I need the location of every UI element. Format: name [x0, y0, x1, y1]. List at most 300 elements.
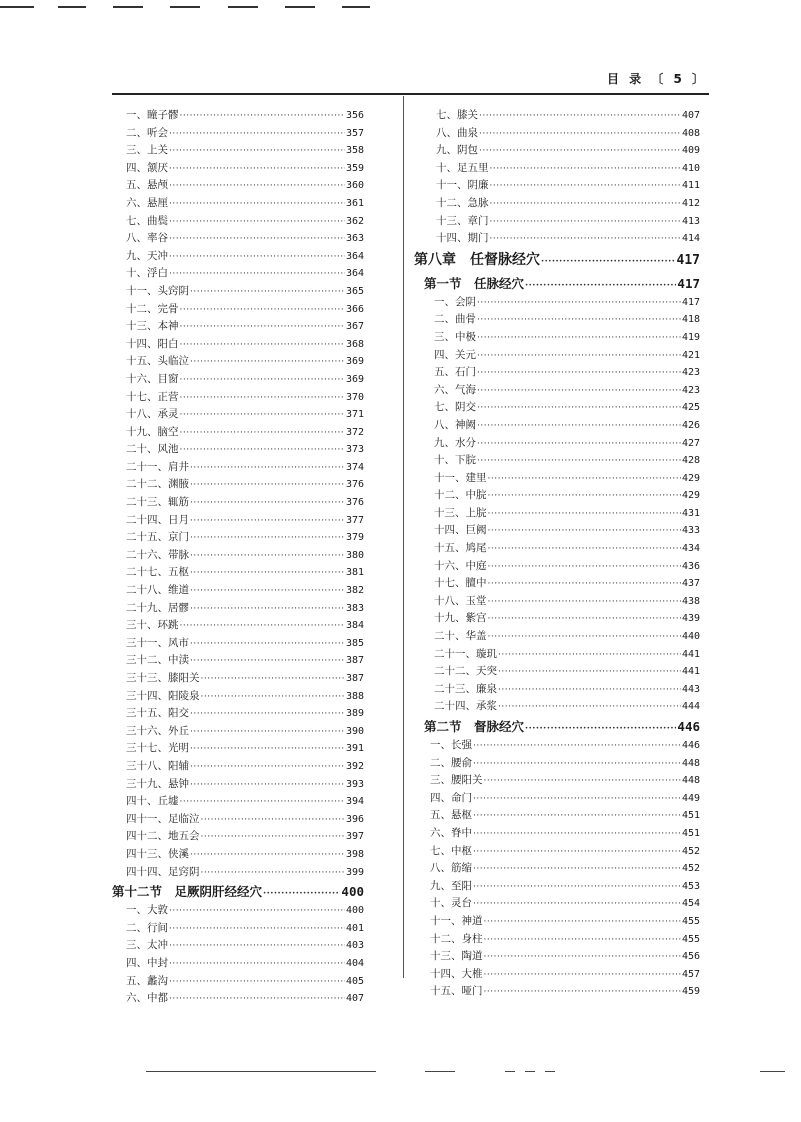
- toc-entry[interactable]: [124, 864, 364, 882]
- toc-entry[interactable]: [414, 593, 700, 611]
- entry-page: 425: [681, 402, 700, 414]
- entry-page: 370: [345, 391, 364, 403]
- toc-entry[interactable]: [414, 755, 700, 773]
- entry-page: 371: [345, 409, 364, 421]
- leader-dots: [169, 266, 345, 283]
- entry-page: 433: [681, 525, 700, 537]
- leader-dots: [190, 706, 345, 723]
- leader-dots: [169, 974, 345, 991]
- entry-title: 二十、华盖: [434, 630, 487, 643]
- entry-page: 373: [345, 444, 364, 456]
- toc-entry[interactable]: [124, 248, 364, 266]
- toc-entry[interactable]: [124, 937, 364, 955]
- entry-title: 十四、期门: [436, 232, 489, 245]
- toc-entry[interactable]: [414, 646, 700, 664]
- entry-page: 364: [345, 268, 364, 280]
- toc-entry[interactable]: [124, 177, 364, 195]
- entry-title: 二十五、京门: [126, 531, 189, 544]
- toc-entry[interactable]: [124, 582, 364, 600]
- entry-title: 四、命门: [430, 791, 472, 804]
- leader-dots: [490, 214, 681, 231]
- entry-title: 十七、膻中: [434, 577, 487, 590]
- toc-entry[interactable]: [414, 347, 700, 365]
- bottom-scan-marks: [0, 1068, 801, 1078]
- entry-page: 448: [681, 775, 700, 787]
- leader-dots: [201, 865, 345, 882]
- toc-entry[interactable]: [124, 195, 364, 213]
- entry-title: 三十二、中渎: [126, 654, 189, 667]
- entry-page: 434: [681, 543, 700, 555]
- entry-title: 三十八、阳辅: [126, 759, 189, 772]
- toc-entry[interactable]: [124, 142, 364, 160]
- leader-dots: [477, 453, 681, 470]
- entry-page: 358: [345, 145, 364, 157]
- entry-title: 八、曲泉: [436, 126, 478, 139]
- entry-page: 436: [681, 560, 700, 572]
- entry-page: 457: [681, 968, 700, 980]
- leader-dots: [477, 400, 681, 417]
- entry-page: 367: [345, 321, 364, 333]
- toc-entry[interactable]: [124, 776, 364, 794]
- entry-page: 394: [345, 796, 364, 808]
- toc-entry[interactable]: [124, 920, 364, 938]
- toc-entry[interactable]: [124, 283, 364, 301]
- entry-page: 455: [681, 933, 700, 945]
- leader-dots: [498, 699, 681, 716]
- toc-entry[interactable]: [414, 698, 700, 716]
- entry-page: 440: [681, 631, 700, 643]
- leader-dots: [484, 914, 681, 931]
- entry-page: 444: [681, 701, 700, 713]
- entry-page: 407: [345, 993, 364, 1005]
- leader-dots: [169, 214, 345, 231]
- leader-dots: [169, 938, 345, 955]
- entry-page: 421: [681, 349, 700, 361]
- entry-title: 一、大敦: [126, 904, 168, 917]
- entry-title: 二十四、承浆: [434, 700, 497, 713]
- entry-title: 三十九、悬钟: [126, 777, 189, 790]
- entry-page: 443: [681, 683, 700, 695]
- leader-dots: [190, 636, 345, 653]
- leader-dots: [169, 231, 345, 248]
- entry-page: 369: [345, 373, 364, 385]
- leader-dots: [190, 548, 345, 565]
- toc-entry[interactable]: [414, 142, 700, 160]
- toc-entry[interactable]: [124, 318, 364, 336]
- toc-entry[interactable]: [414, 177, 700, 195]
- entry-title: 十五、哑门: [430, 985, 483, 998]
- toc-entry[interactable]: [414, 213, 700, 231]
- toc-entry[interactable]: [414, 913, 700, 931]
- toc-entry[interactable]: [414, 843, 700, 861]
- leader-dots: [477, 312, 681, 329]
- entry-title: 十九、紫宫: [434, 612, 487, 625]
- toc-entry[interactable]: [124, 600, 364, 618]
- leader-dots: [490, 231, 681, 248]
- entry-page: 384: [345, 620, 364, 632]
- leader-dots: [477, 383, 681, 400]
- toc-section-heading[interactable]: [414, 273, 700, 294]
- leader-dots: [169, 126, 345, 143]
- toc-entry[interactable]: [124, 160, 364, 178]
- entry-page: 389: [345, 708, 364, 720]
- entry-title: 五、悬枢: [430, 809, 472, 822]
- toc-entry[interactable]: [414, 807, 700, 825]
- toc-entry[interactable]: [414, 575, 700, 593]
- entry-title: 八、筋缩: [430, 862, 472, 875]
- leader-dots: [490, 178, 681, 195]
- entry-title: 三、中极: [434, 330, 476, 343]
- leader-dots: [541, 250, 676, 273]
- entry-page: 408: [681, 127, 700, 139]
- entry-title: 七、膝关: [436, 109, 478, 121]
- entry-page: 452: [681, 845, 700, 857]
- toc-entry[interactable]: [124, 107, 364, 125]
- leader-dots: [484, 984, 681, 1001]
- toc-entry[interactable]: [414, 737, 700, 755]
- toc-entry[interactable]: [124, 705, 364, 723]
- entry-title: 十三、陶道: [430, 950, 483, 963]
- toc-entry[interactable]: [414, 966, 700, 984]
- entry-page: 364: [345, 250, 364, 262]
- toc-entry[interactable]: [124, 441, 364, 459]
- entry-page: 429: [681, 490, 700, 502]
- entry-title: 第二节 督脉经穴: [424, 719, 525, 734]
- toc-entry[interactable]: [414, 895, 700, 913]
- leader-dots: [180, 794, 345, 811]
- leader-dots: [190, 741, 345, 758]
- leader-dots: [473, 844, 681, 861]
- entry-page: 396: [345, 813, 364, 825]
- leader-dots: [180, 319, 345, 336]
- toc-entry[interactable]: [414, 125, 700, 143]
- leader-dots: [169, 178, 345, 195]
- entry-title: 二十三、辄筋: [126, 496, 189, 509]
- toc-entry[interactable]: [414, 610, 700, 628]
- leader-dots: [180, 618, 345, 635]
- entry-title: 二、腰俞: [430, 756, 472, 769]
- entry-page: 397: [345, 831, 364, 843]
- toc-entry[interactable]: [124, 564, 364, 582]
- entry-page: 456: [681, 951, 700, 963]
- entry-page: 363: [345, 233, 364, 245]
- leader-dots: [190, 354, 345, 371]
- toc-entry[interactable]: [124, 846, 364, 864]
- toc-entry[interactable]: [124, 406, 364, 424]
- leader-dots: [473, 791, 681, 808]
- entry-page: 385: [345, 637, 364, 649]
- leader-dots: [484, 932, 681, 949]
- leader-dots: [190, 460, 345, 477]
- toc-entry[interactable]: [124, 955, 364, 973]
- entry-title: 一、会阴: [434, 295, 476, 308]
- leader-dots: [169, 991, 345, 1008]
- entry-title: 九、阴包: [436, 144, 478, 157]
- toc-entry[interactable]: [124, 740, 364, 758]
- leader-dots: [190, 724, 345, 741]
- leader-dots: [190, 284, 345, 301]
- entry-page: 419: [681, 331, 700, 343]
- entry-title: 第十二节 足厥阴肝经经穴: [112, 884, 263, 900]
- entry-title: 二十二、天突: [434, 665, 497, 678]
- toc-entry[interactable]: [414, 983, 700, 1001]
- entry-title: 十二、中脘: [434, 489, 487, 502]
- leader-dots: [473, 808, 681, 825]
- leader-dots: [525, 276, 676, 294]
- leader-dots: [477, 330, 681, 347]
- toc-entry[interactable]: [414, 435, 700, 453]
- leader-dots: [473, 738, 681, 755]
- entry-title: 四十三、侠溪: [126, 847, 189, 860]
- entry-title: 十一、神道: [430, 914, 483, 927]
- entry-page: 356: [345, 110, 364, 121]
- entry-title: 三、腰阳关: [430, 774, 483, 787]
- toc-entry[interactable]: [124, 723, 364, 741]
- leader-dots: [488, 506, 681, 523]
- entry-title: 六、悬厘: [126, 196, 168, 209]
- entry-title: 十五、鸠尾: [434, 542, 487, 555]
- toc-entry[interactable]: [124, 494, 364, 512]
- toc-entry[interactable]: [414, 558, 700, 576]
- entry-page: 414: [681, 233, 700, 245]
- entry-title: 十六、中庭: [434, 559, 487, 572]
- entry-title: 九、水分: [434, 436, 476, 449]
- leader-dots: [473, 756, 681, 773]
- leader-dots: [498, 664, 681, 681]
- entry-title: 一、瞳子髎: [126, 109, 179, 121]
- entry-title: 二、行间: [126, 921, 168, 934]
- toc-entry[interactable]: [414, 417, 700, 435]
- leader-dots: [498, 682, 681, 699]
- toc-entry[interactable]: [124, 635, 364, 653]
- toc-entry[interactable]: [124, 793, 364, 811]
- toc-entry[interactable]: [414, 931, 700, 949]
- leader-dots: [488, 541, 681, 558]
- entry-page: 379: [345, 532, 364, 544]
- entry-page: 359: [345, 162, 364, 174]
- entry-title: 三、太冲: [126, 939, 168, 952]
- entry-page: 392: [345, 760, 364, 772]
- entry-title: 十、足五里: [436, 161, 489, 174]
- toc-entry[interactable]: [414, 329, 700, 347]
- entry-title: 八、率谷: [126, 232, 168, 245]
- toc-entry[interactable]: [414, 505, 700, 523]
- entry-title: 三十四、阳陵泉: [126, 689, 200, 702]
- entry-page: 418: [681, 314, 700, 326]
- toc-section-heading[interactable]: [112, 881, 364, 902]
- toc-entry[interactable]: [414, 160, 700, 178]
- entry-page: 403: [345, 940, 364, 952]
- toc-entry[interactable]: [124, 688, 364, 706]
- entry-title: 三十一、风市: [126, 636, 189, 649]
- toc-entry[interactable]: [414, 452, 700, 470]
- entry-page: 368: [345, 338, 364, 350]
- entry-title: 四、颔厌: [126, 161, 168, 174]
- entry-title: 二十八、维道: [126, 584, 189, 597]
- toc-entry[interactable]: [414, 790, 700, 808]
- toc-entry[interactable]: [124, 990, 364, 1008]
- toc-entry[interactable]: [414, 470, 700, 488]
- leader-dots: [169, 956, 345, 973]
- toc-entry[interactable]: [124, 476, 364, 494]
- entry-title: 二十四、日月: [126, 513, 189, 526]
- entry-page: 399: [345, 866, 364, 878]
- entry-page: 452: [681, 863, 700, 875]
- leader-dots: [190, 759, 345, 776]
- toc-entry[interactable]: [124, 336, 364, 354]
- toc-entry[interactable]: [414, 107, 700, 125]
- leader-dots: [190, 653, 345, 670]
- leader-dots: [488, 471, 681, 488]
- entry-page: 438: [681, 595, 700, 607]
- leader-dots: [190, 847, 345, 864]
- entry-page: 441: [681, 666, 700, 678]
- entry-page: 449: [681, 792, 700, 804]
- entry-title: 十二、身柱: [430, 932, 483, 945]
- entry-title: 十三、章门: [436, 214, 489, 227]
- entry-page: 417: [681, 296, 700, 308]
- leader-dots: [180, 372, 345, 389]
- toc-entry[interactable]: [124, 213, 364, 231]
- toc-entry[interactable]: [414, 825, 700, 843]
- entry-title: 第一节 任脉经穴: [424, 275, 525, 291]
- column-divider: [403, 96, 404, 978]
- leader-dots: [263, 884, 340, 902]
- entry-title: 四十二、地五会: [126, 830, 200, 843]
- toc-entry[interactable]: [124, 265, 364, 283]
- leader-dots: [190, 583, 345, 600]
- entry-page: 437: [681, 578, 700, 590]
- toc-entry[interactable]: [414, 364, 700, 382]
- toc-entry[interactable]: [124, 902, 364, 920]
- leader-dots: [201, 689, 345, 706]
- entry-page: 381: [345, 567, 364, 579]
- leader-dots: [190, 477, 345, 494]
- entry-title: 十九、脑空: [126, 425, 179, 438]
- entry-title: 十一、头窍阴: [126, 284, 189, 297]
- toc-entry[interactable]: [414, 399, 700, 417]
- toc-entry[interactable]: [414, 860, 700, 878]
- toc-entry[interactable]: [124, 811, 364, 829]
- toc-entry[interactable]: [414, 382, 700, 400]
- entry-page: 454: [681, 898, 700, 910]
- leader-dots: [477, 436, 681, 453]
- toc-chapter-heading[interactable]: [414, 248, 700, 273]
- toc-entry[interactable]: [414, 230, 700, 248]
- toc-entry[interactable]: [414, 663, 700, 681]
- leader-dots: [473, 826, 681, 843]
- leader-dots: [488, 488, 681, 505]
- entry-title: 八、神阙: [434, 418, 476, 431]
- entry-page: 412: [681, 197, 700, 209]
- entry-page: 387: [345, 655, 364, 667]
- entry-title: 十、下脘: [434, 454, 476, 467]
- toc-entry[interactable]: [124, 617, 364, 635]
- toc-entry[interactable]: [124, 529, 364, 547]
- toc-entry[interactable]: [124, 828, 364, 846]
- entry-page: 417: [676, 252, 700, 268]
- leader-dots: [201, 812, 345, 829]
- toc-entry[interactable]: [414, 681, 700, 699]
- entry-title: 第八章 任督脉经穴: [414, 251, 540, 268]
- entry-title: 四十、丘墟: [126, 795, 179, 808]
- entry-title: 二十九、居髎: [126, 601, 189, 614]
- leader-dots: [477, 418, 681, 435]
- toc-entry[interactable]: [414, 878, 700, 896]
- toc-entry[interactable]: [414, 195, 700, 213]
- toc-entry[interactable]: [124, 973, 364, 991]
- toc-entry[interactable]: [414, 487, 700, 505]
- entry-page: 401: [345, 922, 364, 934]
- entry-title: 九、至阳: [430, 879, 472, 892]
- toc-entry[interactable]: [124, 125, 364, 143]
- toc-section-heading[interactable]: [414, 716, 700, 737]
- entry-title: 七、曲鬓: [126, 214, 168, 227]
- toc-entry[interactable]: [414, 948, 700, 966]
- entry-title: 十三、上脘: [434, 506, 487, 519]
- entry-page: 429: [681, 472, 700, 484]
- toc-entry[interactable]: [124, 758, 364, 776]
- toc-entry[interactable]: [124, 424, 364, 442]
- toc-entry[interactable]: [124, 512, 364, 530]
- leader-dots: [498, 647, 681, 664]
- toc-entry[interactable]: [124, 353, 364, 371]
- leader-dots: [473, 879, 681, 896]
- entry-page: 409: [681, 145, 700, 157]
- toc-entry[interactable]: [124, 230, 364, 248]
- toc-entry[interactable]: [124, 547, 364, 565]
- toc-entry[interactable]: [414, 628, 700, 646]
- entry-page: 388: [345, 690, 364, 702]
- toc-entry[interactable]: [124, 670, 364, 688]
- leader-dots: [180, 407, 345, 424]
- toc-entry[interactable]: [124, 459, 364, 477]
- toc-entry[interactable]: [124, 371, 364, 389]
- toc-entry[interactable]: [414, 540, 700, 558]
- leader-dots: [479, 108, 681, 125]
- toc-entry[interactable]: [124, 389, 364, 407]
- entry-page: 390: [345, 725, 364, 737]
- leader-dots: [169, 921, 345, 938]
- toc-entry[interactable]: [414, 294, 700, 312]
- entry-page: 404: [345, 957, 364, 969]
- leader-dots: [180, 390, 345, 407]
- leader-dots: [488, 594, 681, 611]
- entry-page: 413: [681, 215, 700, 227]
- entry-page: 360: [345, 180, 364, 192]
- entry-page: 407: [681, 110, 700, 121]
- toc-entry[interactable]: [124, 652, 364, 670]
- entry-title: 十、浮白: [126, 267, 168, 280]
- entry-title: 十四、大椎: [430, 967, 483, 980]
- entry-page: 393: [345, 778, 364, 790]
- entry-page: 428: [681, 455, 700, 467]
- entry-page: 426: [681, 419, 700, 431]
- toc-entry[interactable]: [414, 522, 700, 540]
- entry-page: 400: [341, 884, 364, 900]
- toc-entry[interactable]: [124, 301, 364, 319]
- entry-title: 十三、本神: [126, 320, 179, 333]
- entry-title: 六、脊中: [430, 826, 472, 839]
- entry-page: 382: [345, 585, 364, 597]
- toc-entry[interactable]: [414, 772, 700, 790]
- toc-entry[interactable]: [414, 311, 700, 329]
- entry-title: 一、长强: [430, 739, 472, 751]
- leader-dots: [190, 777, 345, 794]
- entry-page: 398: [345, 848, 364, 860]
- entry-page: 455: [681, 915, 700, 927]
- entry-title: 二十一、肩井: [126, 460, 189, 473]
